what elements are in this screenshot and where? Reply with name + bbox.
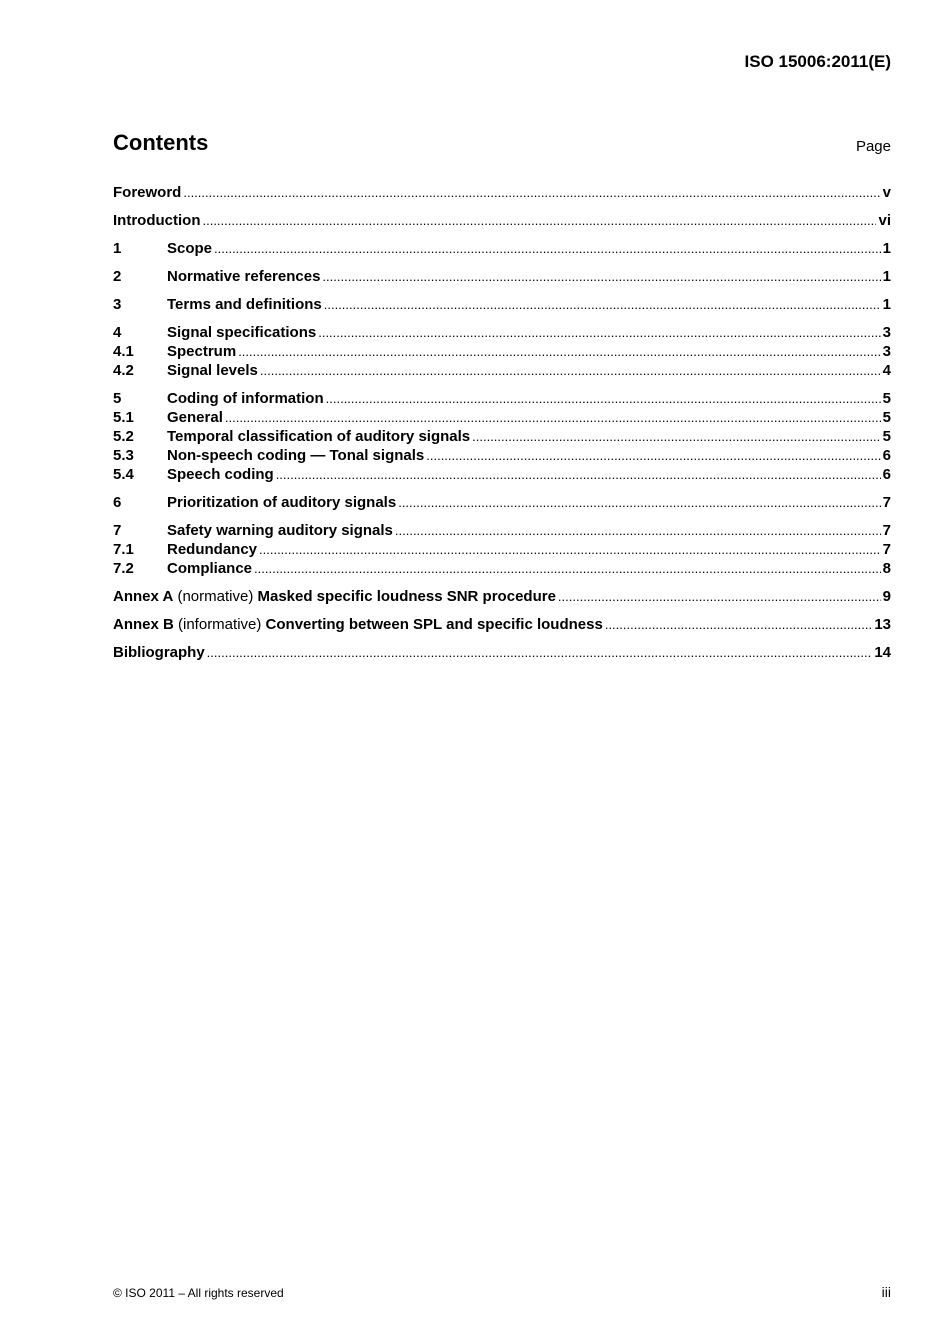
toc-entry[interactable] <box>113 295 891 314</box>
toc-entry-title <box>167 493 398 512</box>
dot-leader <box>207 643 873 662</box>
footer-page-number: iii <box>881 1284 891 1300</box>
toc-entry-number: 4.1 <box>113 343 134 360</box>
toc-entry-title-main: Non-speech coding — Tonal signals <box>167 447 425 464</box>
toc-entry-page: 8 <box>882 560 891 577</box>
dot-leader <box>324 295 881 314</box>
toc-entry[interactable] <box>113 587 891 606</box>
table-of-contents <box>113 183 891 662</box>
toc-entry[interactable] <box>113 521 891 540</box>
toc-entry-title <box>167 295 324 314</box>
toc-entry-title-main: Signal specifications <box>167 324 317 341</box>
toc-entry[interactable] <box>113 389 891 408</box>
toc-entry-page: 1 <box>882 296 891 313</box>
toc-entry-page: 5 <box>882 409 891 426</box>
toc-entry-number: 4 <box>113 324 122 341</box>
toc-entry-page: 7 <box>882 522 891 539</box>
toc-entry-title-main: Spectrum <box>167 343 237 360</box>
dot-leader <box>318 323 880 342</box>
contents-heading: Contents <box>113 130 209 155</box>
toc-entry-number: 1 <box>113 240 122 257</box>
toc-entry-number: 5.3 <box>113 447 134 464</box>
toc-entry-title <box>167 521 395 540</box>
toc-entry-title <box>167 446 426 465</box>
toc-entry[interactable] <box>113 408 891 427</box>
toc-entry[interactable] <box>113 615 891 634</box>
toc-entry-title-main: Foreword <box>113 184 182 201</box>
dot-leader <box>259 540 881 559</box>
toc-entry-number: 3 <box>113 296 122 313</box>
toc-entry-number: 5.1 <box>113 409 134 426</box>
toc-entry-page: 1 <box>882 268 891 285</box>
toc-entry[interactable] <box>113 361 891 380</box>
toc-entry-annex-title: Converting between SPL and specific loudness <box>265 616 603 633</box>
dot-leader <box>238 342 880 361</box>
toc-entry[interactable] <box>113 643 891 662</box>
toc-entry-page: 6 <box>882 466 891 483</box>
toc-entry-page: 3 <box>882 324 891 341</box>
toc-entry-number: 7.1 <box>113 541 134 558</box>
toc-entry-title <box>167 323 318 342</box>
toc-entry-title <box>167 239 214 258</box>
toc-entry-title-main: Signal levels <box>167 362 258 379</box>
toc-entry-number: 2 <box>113 268 122 285</box>
dot-leader <box>202 211 876 230</box>
toc-entry-page: 7 <box>882 541 891 558</box>
toc-entry-page: 14 <box>874 644 891 661</box>
dot-leader <box>276 465 881 484</box>
toc-entry[interactable] <box>113 493 891 512</box>
toc-entry-title-main: Prioritization of auditory signals <box>167 494 397 511</box>
toc-entry-title <box>167 465 276 484</box>
toc-entry-number: 5.4 <box>113 466 134 483</box>
toc-entry-title <box>167 427 472 446</box>
dot-leader <box>260 361 881 380</box>
dot-leader <box>183 183 880 202</box>
toc-entry-title-main: General <box>167 409 223 426</box>
toc-entry-title <box>167 389 326 408</box>
toc-entry-title-main: Bibliography <box>113 644 205 661</box>
toc-entry-annex-type: (normative) <box>173 588 258 605</box>
toc-entry[interactable] <box>113 211 891 230</box>
toc-entry[interactable] <box>113 559 891 578</box>
toc-entry[interactable] <box>113 267 891 286</box>
toc-entry-number: 7 <box>113 522 122 539</box>
toc-entry-title <box>167 342 238 361</box>
toc-entry-page: 5 <box>882 428 891 445</box>
toc-entry-page: 4 <box>882 362 891 379</box>
toc-entry-title <box>167 267 322 286</box>
toc-entry-title-main: Coding of information <box>167 390 324 407</box>
toc-entry[interactable] <box>113 239 891 258</box>
toc-entry-number: 7.2 <box>113 560 134 577</box>
toc-entry-title-main: Speech coding <box>167 466 274 483</box>
toc-entry-page: 5 <box>882 390 891 407</box>
toc-entry[interactable] <box>113 427 891 446</box>
toc-entry[interactable] <box>113 446 891 465</box>
toc-entry-number: 5 <box>113 390 122 407</box>
toc-entry-title-main: Temporal classification of auditory signals <box>167 428 471 445</box>
toc-entry-title <box>167 408 225 427</box>
toc-entry-page: v <box>882 184 891 201</box>
toc-entry-title-main: Scope <box>167 240 213 257</box>
toc-entry-title <box>113 643 207 662</box>
toc-entry-number: 6 <box>113 494 122 511</box>
toc-entry-title <box>167 559 254 578</box>
dot-leader <box>326 389 881 408</box>
dot-leader <box>398 493 880 512</box>
toc-entry[interactable] <box>113 183 891 202</box>
dot-leader <box>322 267 880 286</box>
toc-entry-page: 1 <box>882 240 891 257</box>
toc-entry-title-main: Terms and definitions <box>167 296 322 313</box>
toc-entry-title-main: Normative references <box>167 268 321 285</box>
toc-entry-title-main: Annex B <box>113 616 174 633</box>
dot-leader <box>395 521 881 540</box>
toc-entry-title-main: Redundancy <box>167 541 258 558</box>
toc-entry-title <box>113 183 183 202</box>
dot-leader <box>558 587 881 606</box>
toc-entry-annex-title: Masked specific loudness SNR procedure <box>257 588 556 605</box>
toc-entry-number: 4.2 <box>113 362 134 379</box>
toc-entry-title <box>167 540 259 559</box>
toc-entry-title <box>113 587 558 606</box>
toc-entry[interactable] <box>113 465 891 484</box>
toc-entry-page: vi <box>878 212 891 229</box>
toc-entry-number: 5.2 <box>113 428 134 445</box>
dot-leader <box>472 427 881 446</box>
page-column-label: Page <box>855 138 891 155</box>
dot-leader <box>214 239 881 258</box>
dot-leader <box>605 615 872 634</box>
toc-entry-title-main: Introduction <box>113 212 201 229</box>
toc-entry-page: 13 <box>874 616 891 633</box>
toc-entry-page: 3 <box>882 343 891 360</box>
toc-entry-title-main: Annex A <box>113 588 174 605</box>
document-id: ISO 15006:2011(E) <box>744 52 891 71</box>
toc-entry-page: 7 <box>882 494 891 511</box>
toc-entry-title <box>113 211 202 230</box>
dot-leader <box>254 559 881 578</box>
toc-entry-page: 9 <box>882 588 891 605</box>
dot-leader <box>225 408 881 427</box>
toc-entry[interactable] <box>113 540 891 559</box>
toc-entry-title <box>113 615 605 634</box>
toc-entry[interactable] <box>113 342 891 361</box>
toc-entry-title-main: Safety warning auditory signals <box>167 522 393 539</box>
toc-entry[interactable] <box>113 323 891 342</box>
dot-leader <box>426 446 880 465</box>
footer-copyright: © ISO 2011 – All rights reserved <box>113 1286 284 1300</box>
toc-entry-title <box>167 361 260 380</box>
toc-entry-annex-type: (informative) <box>173 616 266 633</box>
toc-entry-page: 6 <box>882 447 891 464</box>
toc-entry-title-main: Compliance <box>167 560 253 577</box>
